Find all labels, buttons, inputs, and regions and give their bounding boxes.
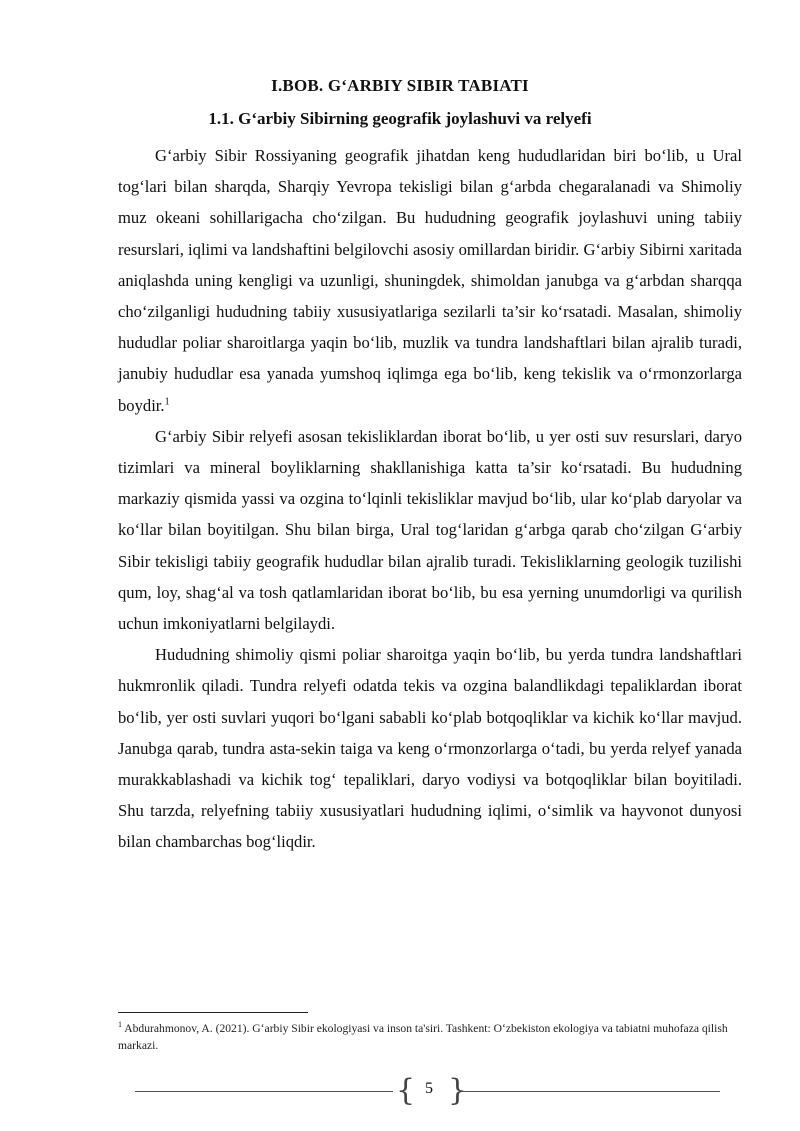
page-number: 5 — [425, 1080, 433, 1097]
footer-rule-left — [135, 1091, 393, 1092]
footnote-separator — [118, 1012, 308, 1013]
paragraph-2-text: G‘arbiy Sibir relyefi asosan tekisliklardan iborat bo‘lib, u yer osti suv resurslari, daryo tizimlari va mineral boyliklarning shakllanishiga katta ta’sir ko‘rsatadi. Bu hududning markaziy qismida yassi va ozgina to‘lqinli tekisliklar mavjud bo‘lib, ular ko‘plab daryolar va ko‘llar bilan boyitilgan. Shu bilan birga, Ural tog‘laridan g‘arbga qarab cho‘zilgan G‘arbiy Sibir tekisligi tabiiy geografik hududlar bilan ajralib turadi. Tekisliklarning geologik tuzilishi qum, loy, shag‘al va tosh qatlamlaridan iborat bo‘lib, bu esa yerning unumdorligi va qurilish uchun imkoniyatlarni belgilaydi. — [118, 426, 742, 634]
paragraph-2 — [118, 421, 742, 639]
paragraph-3-text: Hududning shimoliy qismi poliar sharoitga yaqin bo‘lib, bu yerda tundra landshaftlari hukmronlik qiladi. Tundra relyefi odatda tekis va ozgina balandlikdagi tepaliklardan iborat bo‘lib, yer osti suvlari yuqori bo‘lgani sababli ko‘plab botqoqliklar va kichik ko‘llar mavjud. Janubga qarab, tundra asta-sekin taiga va keng o‘rmonzorlarga o‘tadi, bu yerda relyef yanada murakkablashadi va kichik tog‘ tepaliklari, daryo vodiysi va botqoqliklar bilan boyitiladi. Shu tarzda, relyefning tabiiy xususiyatlari hududning iqlimi, o‘simlik va hayvonot dunyosi bilan chambarchas bog‘liqdir. — [118, 645, 742, 852]
paragraph-1-text: G‘arbiy Sibir Rossiyaning geografik jihatdan keng hududlaridan biri bo‘lib, u Ural tog‘lari bilan sharqda, Sharqiy Yevropa tekisligi bilan g‘arbda chegaralanadi va Shimoliy muz okeani sohillarigacha cho‘zilgan. Bu hududning geografik joylashuvi uning tabiiy resurslari, iqlimi va landshaftini belgilovchi asosiy omillardan biridir. G‘arbiy Sibirni xaritada aniqlashda uning kengligi va uzunligi, shuningdek, shimoldan janubga va g‘arbdan sharqqa cho‘zilganligi hududning tabiiy xususiyatlariga sezilarli ta’sir ko‘rsatadi. Masalan, shimoliy hududlar poliar sharoitlarga yaqin bo‘lib, muzlik va tundra landshaftlari bilan ajralib turadi, janubiy hududlar esa yanada yumshoq iqlimga ega bo‘lib, keng tekislik va o‘rmonzorlarga boydir. — [118, 146, 742, 415]
footnote-text: Abdurahmonov, A. (2021). G‘arbiy Sibir ekologiyasi va inson ta'siri. Tashkent: O‘zbekiston ekologiya va tabiatni muhofaza qilish markazi. — [118, 1022, 728, 1052]
footnote-marker: 1 — [118, 1020, 122, 1030]
footer-rule-right — [462, 1091, 720, 1092]
paragraph-1 — [118, 140, 742, 421]
chapter-title: I.BOB. G‘ARBIY SIBIR TABIATI — [271, 76, 529, 95]
body-text — [118, 140, 742, 858]
footnote — [118, 1020, 742, 1054]
paragraph-3 — [118, 639, 742, 857]
section-title: 1.1. G‘arbiy Sibirning geografik joylashuvi va relyefi — [208, 109, 592, 128]
footnote-reference: 1 — [164, 396, 170, 408]
footer-bracket-right: } — [448, 1073, 468, 1108]
footer-bracket-left: { — [396, 1073, 416, 1108]
